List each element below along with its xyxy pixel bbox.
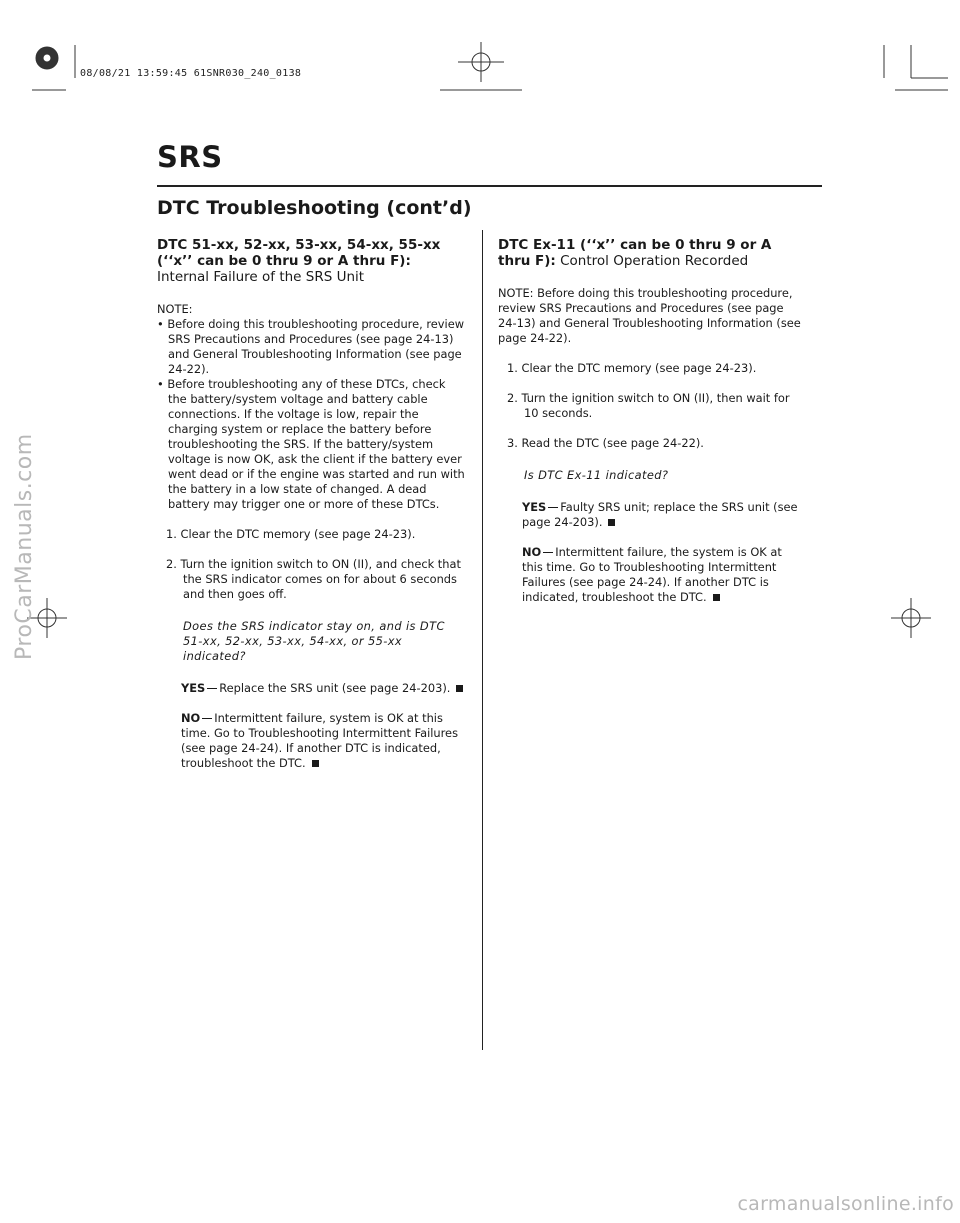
left-no-text: Intermittent failure, system is OK at this time. Go to Troubleshooting Intermittent Failures (see page 24-24). If another DTC is indicated, troubleshoot the DTC. xyxy=(181,711,458,770)
right-note: NOTE: Before doing this troubleshooting procedure, review SRS Precautions and Procedures (see page 24-13) and General Troubleshooting Information (see page 24-22). xyxy=(498,286,801,345)
left-heading-description: Internal Failure of the SRS Unit xyxy=(157,269,365,285)
left-yes-answer xyxy=(157,681,467,696)
right-heading xyxy=(498,237,803,269)
left-step-2: 2. Turn the ignition switch to ON (II), and check that the SRS indicator comes on for about 6 seconds and then goes off. xyxy=(166,557,461,601)
right-heading-description: Control Operation Recorded xyxy=(560,253,749,269)
end-mark-icon xyxy=(608,519,615,526)
no-label: NO xyxy=(181,711,201,725)
column-divider xyxy=(482,230,483,1050)
print-timestamp: 08/08/21 13:59:45 61SNR030_240_0138 xyxy=(80,68,302,79)
left-heading-dtc: DTC 51-xx, 52-xx, 53-xx, 54-xx, 55-xx (‘‘x’’ can be 0 thru 9 or A thru F): xyxy=(157,237,441,269)
left-column xyxy=(157,237,467,771)
footer-watermark: carmanualsonline.info xyxy=(737,1193,954,1215)
end-mark-icon xyxy=(713,594,720,601)
dash-mark xyxy=(207,688,217,689)
no-label: NO xyxy=(522,545,542,559)
left-note-item: • Before troubleshooting any of these DTCs, check the battery/system voltage and battery cable connections. If the voltage is low, repair the charging system or replace the battery before troubleshooting the SRS. If the battery/system voltage is now OK, ask the client if the battery ever went dead or if the engine was started and run with the battery in a low state of changed. A dead battery may trigger one or more of these DTCs. xyxy=(157,377,465,511)
left-yes-text: Replace the SRS unit (see page 24-203). xyxy=(219,681,451,695)
page-title: DTC Troubleshooting (cont’d) xyxy=(157,197,472,219)
right-no-answer xyxy=(498,545,803,605)
right-heading-dtc: DTC Ex-11 (‘‘x’’ can be 0 thru 9 or A thru F): xyxy=(498,237,772,269)
right-no-text: Intermittent failure, the system is OK at this time. Go to Troubleshooting Intermittent Failures (see page 24-24). If another DTC is indicated, troubleshoot the DTC. xyxy=(522,545,782,604)
right-step-1: 1. Clear the DTC memory (see page 24-23). xyxy=(507,361,757,375)
end-mark-icon xyxy=(312,760,319,767)
left-question: Does the SRS indicator stay on, and is DTC 51-xx, 52-xx, 53-xx, 54-xx, or 55-xx indicated? xyxy=(183,619,445,663)
right-column xyxy=(498,237,803,605)
right-step-3: 3. Read the DTC (see page 24-22). xyxy=(507,436,704,450)
dash-mark xyxy=(543,552,553,553)
yes-label: YES xyxy=(181,681,206,695)
right-question: Is DTC Ex-11 indicated? xyxy=(524,468,669,482)
left-step-1: 1. Clear the DTC memory (see page 24-23). xyxy=(166,527,416,541)
right-yes-text: Faulty SRS unit; replace the SRS unit (see page 24-203). xyxy=(522,500,798,529)
left-note-item: • Before doing this troubleshooting procedure, review SRS Precautions and Procedures (see page 24-13) and General Troubleshooting Information (see page 24-22). xyxy=(157,317,465,376)
right-step-2: 2. Turn the ignition switch to ON (II), then wait for 10 seconds. xyxy=(507,391,790,420)
dash-mark xyxy=(202,718,212,719)
right-yes-answer xyxy=(498,500,803,530)
yes-label: YES xyxy=(522,500,547,514)
header-rule xyxy=(157,185,822,187)
end-mark-icon xyxy=(456,685,463,692)
left-heading xyxy=(157,237,467,285)
left-note-label: NOTE: xyxy=(157,302,193,316)
section-title: SRS xyxy=(157,140,223,174)
sidebar-watermark: ProCarManuals.com xyxy=(12,433,37,660)
dash-mark xyxy=(548,507,558,508)
left-no-answer xyxy=(157,711,467,771)
